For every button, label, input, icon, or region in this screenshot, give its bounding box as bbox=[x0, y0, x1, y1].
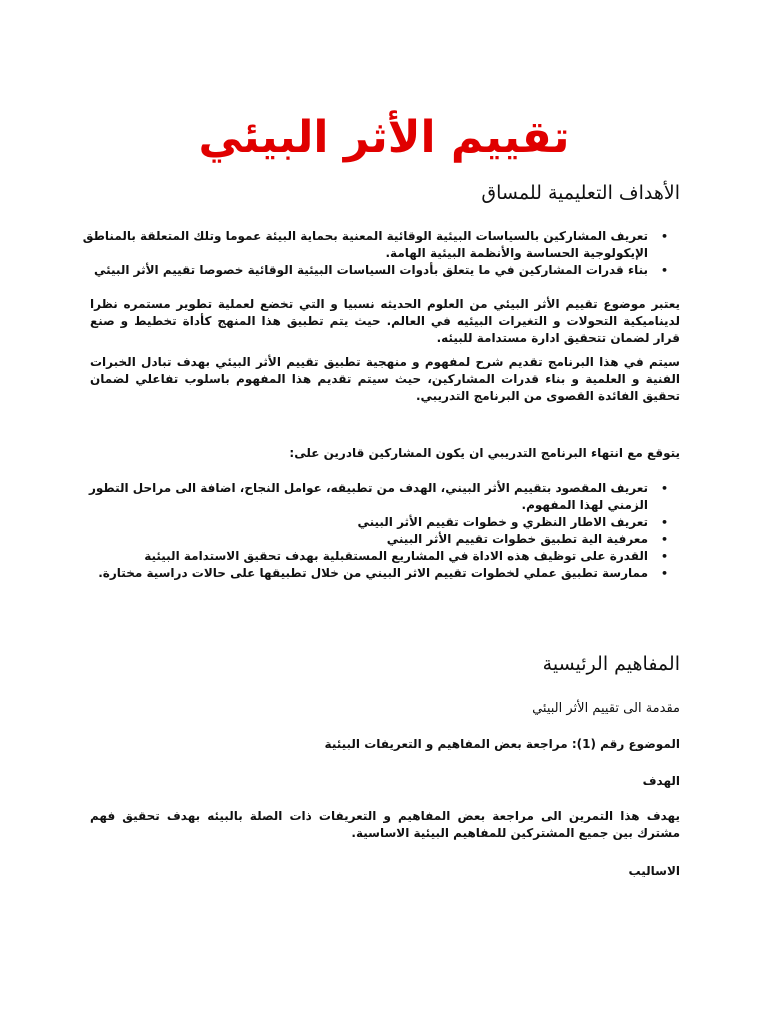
goal-label: الهدف bbox=[642, 774, 680, 788]
topic-line: الموضوع رقم (1): مراجعة بعض المفاهيم و التعريفات البيئية bbox=[324, 737, 680, 751]
program-paragraph: سيتم في هذا البرنامج تقديم شرح لمفهوم و منهجية تطبيق تقييم الأثر البيئي بهدف تبادل الخبرات الفنية و العلمية و بناء قدرات المشاركين، حيث سيتم تقديم هذا المفهوم باسلوب تفاعلي لضمان تحقيق الفائدة القصوى من البرنامج التدريبي. bbox=[90, 355, 680, 403]
list-item: • بناء قدرات المشاركين في ما يتعلق بأدوات السياسات البيئية الوقائية خصوصا تقييم الأثر البيئي bbox=[58, 262, 648, 279]
intro-paragraph: يعتبر موضوع تقييم الأثر البيئي من العلوم الحديثه نسبيا و التي تخضع لعملية تطوير مستمره نظرا لديناميكية التحولات و التغيرات البيئيه في العالم. حيث يتم تطبيق هذا المنهج كأداة تخطيط و صنع قرار لضمان تتحقيق ادارة مستدامة للبيئه. bbox=[90, 297, 680, 345]
list-item: • ممارسة تطبيق عملي لخطوات تقييم الاثر البيني من خلال تطبيقها على حالات دراسية مختارة. bbox=[58, 565, 648, 582]
list-item: • تعريف الاطار النظري و خطوات تقييم الأثر البيني bbox=[58, 514, 648, 531]
list-item: • معرفية الية تطبيق خطوات تقييم الأثر البيني bbox=[58, 531, 648, 548]
list-item: • تعريف المشاركين بالسياسات البيئية الوقائية المعنية بحماية البيئة عموما وتلك المتعلقة بالمناطق الإيكولوجية الحساسة والأنظمة البيئية الهامة. bbox=[58, 228, 648, 262]
list-item: • القدرة على توظيف هذه الاداة في المشاريع المستقبلية بهدف تحقيق الاستدامة البيئية bbox=[58, 548, 648, 565]
learning-objectives-heading: الأهداف التعليمية للمساق bbox=[481, 182, 680, 204]
methods-label: الاساليب bbox=[628, 864, 680, 878]
list-item: • تعريف المقصود بتقييم الأثر البيني، الهدف من تطبيقه، عوامل النجاح، اضافة الى مراحل التطور الزمني لهذا المفهوم. bbox=[58, 480, 648, 514]
key-concepts-heading: المفاهيم الرئيسية bbox=[542, 653, 680, 675]
intro-to-eia-line: مقدمة الى تقييم الأثر البيئي bbox=[532, 701, 680, 716]
expectation-intro: يتوقع مع انتهاء البرنامج التدريبي ان يكون المشاركين قادرين على: bbox=[289, 446, 680, 460]
objectives-list bbox=[58, 228, 668, 279]
goal-paragraph: يهدف هذا التمرين الى مراجعة بعض المفاهيم و التعريفات ذات الصلة بالبيئه بهدف تحقيق فهم مشترك بين جميع المشتركين للمفاهيم البيئية الاساسية. bbox=[90, 809, 680, 840]
document-title: تقييم الأثر البيئي bbox=[198, 112, 570, 163]
outcomes-list bbox=[58, 480, 668, 582]
